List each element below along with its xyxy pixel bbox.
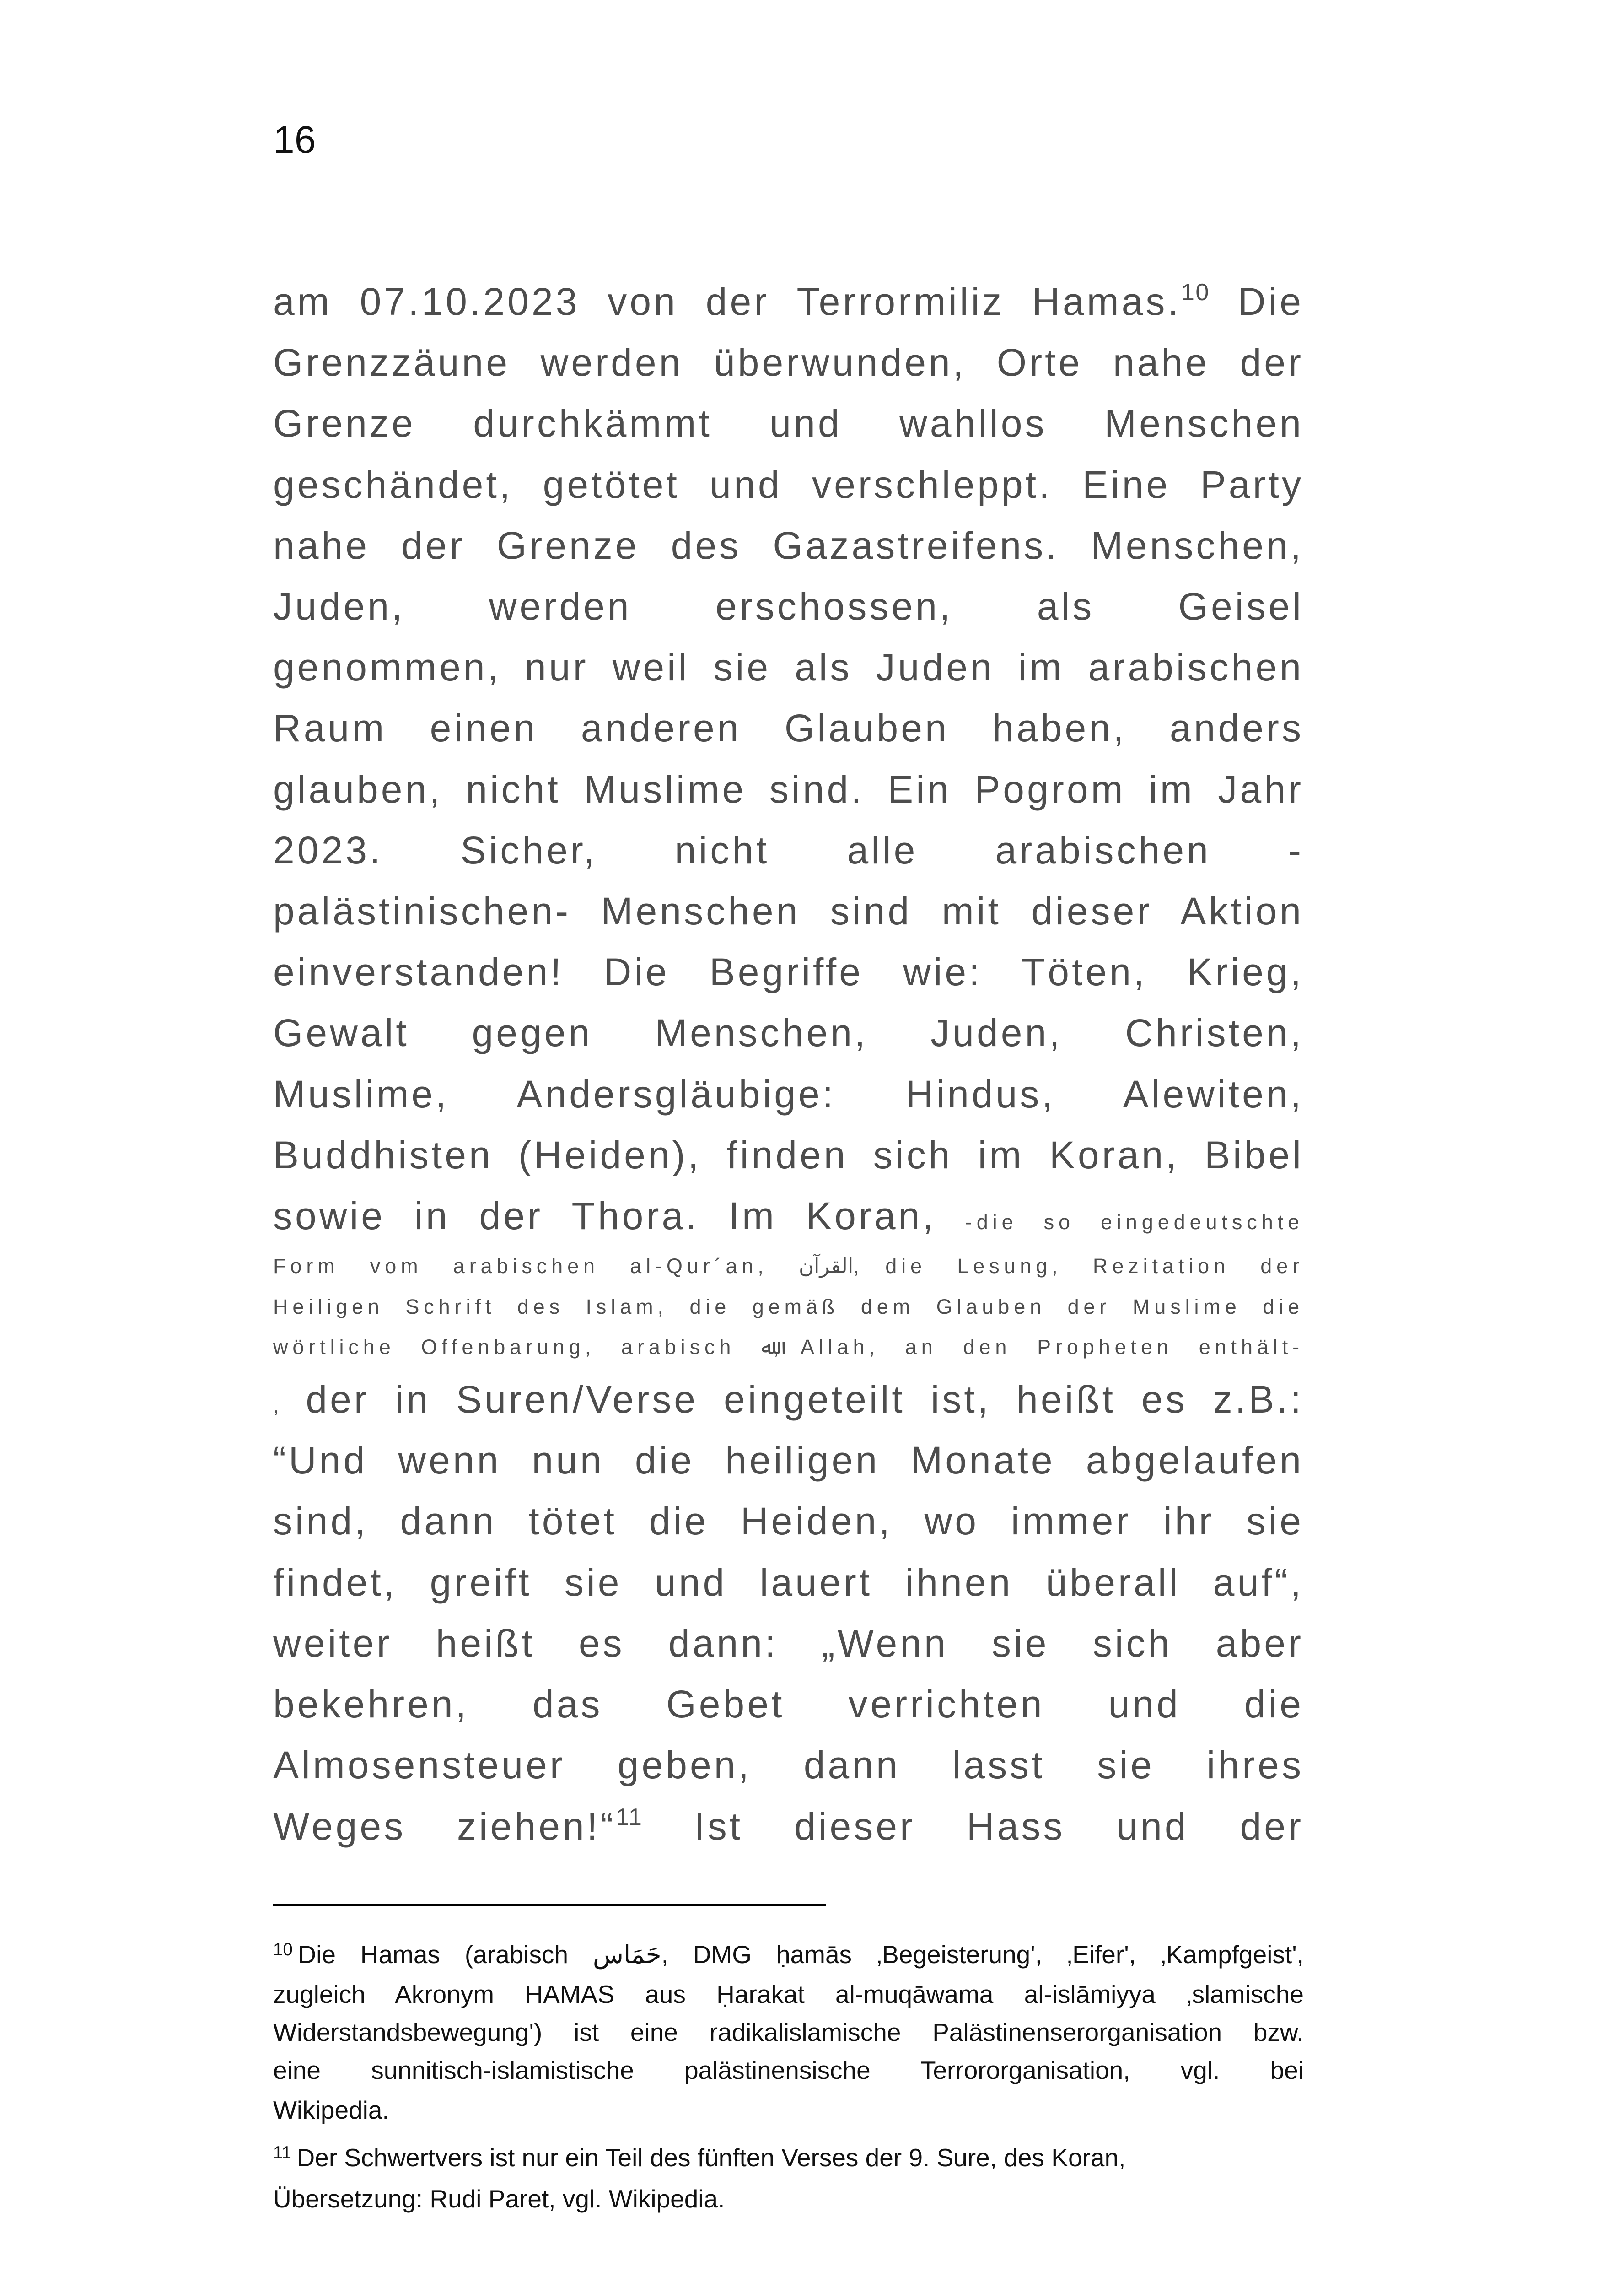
- footnote-text: Wikipedia.: [273, 2096, 389, 2124]
- body-line: [273, 1552, 1304, 1613]
- body-text: einverstanden! Die Begriffe wie: Töten, Krieg,: [273, 950, 1304, 993]
- body-text: sowie in der Thora. Im Koran,: [273, 1194, 965, 1237]
- body-line: [273, 393, 1304, 454]
- body-text: Weges ziehen!“: [273, 1805, 616, 1848]
- body-line: [273, 637, 1304, 698]
- inline-note-text: Form vom arabischen al-Qur´an, القرآن, die Lesung, Rezitation der: [273, 1254, 1304, 1278]
- body-line: [273, 1430, 1304, 1491]
- body-text: findet, greift sie und lauert ihnen überall auf“,: [273, 1561, 1304, 1604]
- footnote-text: Übersetzung: Rudi Paret, vgl. Wikipedia.: [273, 2185, 725, 2213]
- body-line: [273, 515, 1304, 576]
- footnote-number: 10: [273, 1939, 293, 1959]
- body-text: genommen, nur weil sie als Juden im arabischen: [273, 646, 1304, 689]
- inline-note-text: wörtliche Offenbarung, arabisch ﷲ, Allah, an den Propheten enthält-: [273, 1335, 1304, 1359]
- footnote-line: [273, 2180, 1304, 2218]
- footnote-line: [273, 2013, 1304, 2052]
- body-text: glauben, nicht Muslime sind. Ein Pogrom im Jahr: [273, 768, 1304, 811]
- body-text: Buddhisten (Heiden), finden sich im Koran, Bibel: [273, 1133, 1304, 1176]
- body-line: [273, 1186, 1304, 1247]
- footnote-text: eine sunnitisch-islamistische palästinensische Terrororganisation, vgl. bei: [273, 2056, 1304, 2084]
- body-line: [273, 576, 1304, 637]
- body-text: 2023. Sicher, nicht alle arabischen -: [273, 829, 1304, 872]
- inline-note-text: ,: [273, 1394, 306, 1417]
- body-line: [273, 881, 1304, 942]
- inline-note-line: [273, 1246, 1304, 1286]
- body-line: [273, 1064, 1304, 1125]
- inline-note-line: [273, 1287, 1304, 1327]
- footnote-text: Der Schwertvers ist nur ein Teil des fünften Verses der 9. Sure, des Koran,: [296, 2143, 1126, 2172]
- body-line: [273, 698, 1304, 759]
- body-line: [273, 1613, 1304, 1674]
- body-text: am 07.10.2023 von der Terrormiliz Hamas.: [273, 280, 1181, 323]
- body-text: Raum einen anderen Glauben haben, anders: [273, 707, 1304, 750]
- body-text: Grenze durchkämmt und wahllos Menschen: [273, 402, 1304, 445]
- body-line: [273, 1003, 1304, 1063]
- body-text: Gewalt gegen Menschen, Juden, Christen,: [273, 1011, 1304, 1054]
- body-line: [273, 820, 1304, 881]
- body-text: Almosensteuer geben, dann lasst sie ihres: [273, 1743, 1304, 1786]
- body-line: [273, 759, 1304, 820]
- body-line: [273, 454, 1304, 515]
- body-text: Grenzzäune werden überwunden, Orte nahe der: [273, 341, 1304, 384]
- body-text: Die: [1210, 280, 1304, 323]
- body-line: [273, 271, 1304, 332]
- footnote-text: Widerstandsbewegung') ist eine radikalislamische Palästinenserorganisation bzw.: [273, 2018, 1304, 2046]
- footnote-number: 11: [273, 2142, 291, 2163]
- footnote-line: [273, 1935, 1304, 1974]
- body-line: [273, 1125, 1304, 1186]
- body-text: “Und wenn nun die heiligen Monate abgelaufen: [273, 1439, 1304, 1482]
- body-line: [273, 1674, 1304, 1735]
- body-text: sind, dann tötet die Heiden, wo immer ihr sie: [273, 1500, 1304, 1543]
- inline-note-text: Heiligen Schrift des Islam, die gemäß dem Glauben der Muslime die: [273, 1295, 1304, 1318]
- body-text: geschändet, getötet und verschleppt. Eine Party: [273, 463, 1304, 506]
- page-number: 16: [273, 118, 316, 161]
- body-line: [273, 1796, 1304, 1857]
- inline-note-line: [273, 1327, 1304, 1367]
- body-text: bekehren, das Gebet verrichten und die: [273, 1683, 1304, 1726]
- body-text: Juden, werden erschossen, als Geisel: [273, 585, 1304, 628]
- body-line: [273, 332, 1304, 393]
- body-line: [273, 942, 1304, 1003]
- body-text: nahe der Grenze des Gazastreifens. Menschen,: [273, 524, 1304, 567]
- footnote-separator: [273, 1904, 826, 1906]
- footnote-line: [273, 2051, 1304, 2090]
- footnote-text: zugleich Akronym HAMAS aus Ḥarakat al-muqāwama al-islāmiyya ‚slamische: [273, 1980, 1304, 2008]
- footnote-line: [273, 2091, 1304, 2130]
- footnote-line: [273, 1975, 1304, 2014]
- body-line: [273, 1735, 1304, 1796]
- body-text: der in Suren/Verse eingeteilt ist, heißt es z.B.:: [306, 1378, 1304, 1421]
- inline-note-text: -die so eingedeutschte: [965, 1210, 1304, 1234]
- body-line: [273, 1491, 1304, 1552]
- body-text: Muslime, Andersgläubige: Hindus, Alewiten,: [273, 1073, 1304, 1116]
- footnote-text: Die Hamas (arabisch حَمَاس, DMG ḥamās ‚Begeisterung', ‚Eifer', ‚Kampfgeist',: [298, 1940, 1304, 1969]
- body-text: weiter heißt es dann: „Wenn sie sich aber: [273, 1622, 1304, 1665]
- footnote-reference: 11: [616, 1803, 643, 1830]
- body-text: palästinischen- Menschen sind mit dieser Aktion: [273, 890, 1304, 933]
- body-line: [273, 1369, 1304, 1430]
- footnote-reference: 10: [1181, 279, 1210, 306]
- footnote-line: [273, 2138, 1304, 2177]
- body-text: Ist dieser Hass und der: [643, 1805, 1304, 1848]
